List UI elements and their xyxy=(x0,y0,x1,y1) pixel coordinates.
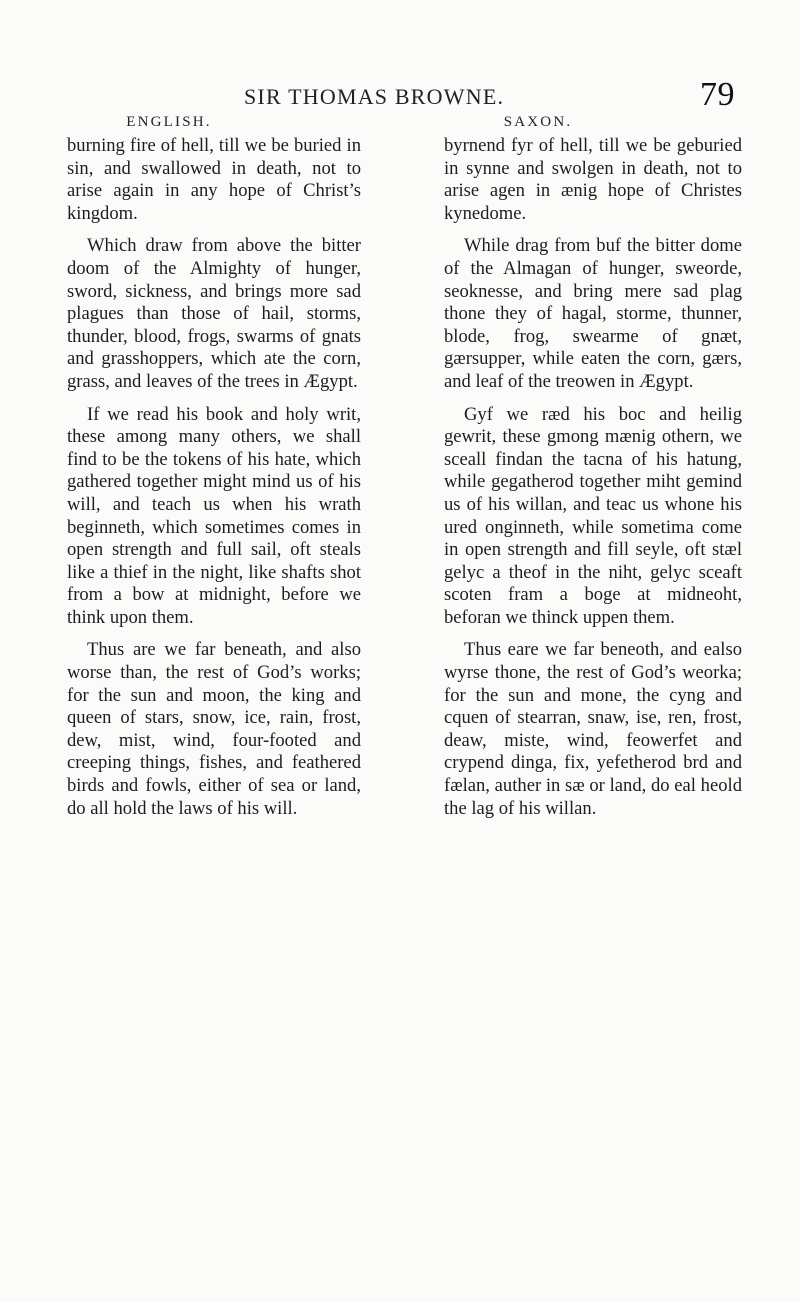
english-heading: ENGLISH. xyxy=(126,114,212,130)
saxon-paragraph-4: Thus eare we far beneoth, and ealso wyrse thone, the rest of God’s weorka; for the sun and mone, the cyng and cquen of stearran, snaw, ise, ren, frost, deaw, miste, wind, feowerfet and crypend dinga, fix, yefetherod brd and fælan, auther in sæ or land, do eal heold the lag of his willan. xyxy=(444,639,742,819)
running-title: SIR THOMAS BROWNE. xyxy=(244,84,505,109)
saxon-paragraph-3: Gyf we ræd his boc and heilig gewrit, these gmong mænig othern, we sceall findan the tacna of his hatung, while gegatherod together miht gemind us of his willan, and teac us whone his ured onginneth, while sometima come in open strength and fill seyle, oft stæl gelyc a theof in the niht, gelyc sceaft scoten fram a boge at midneoht, beforan we thinck uppen them. xyxy=(444,403,742,628)
english-paragraph-3: If we read his book and holy writ, these among many others, we shall find to be the tokens of his hate, which gathered together might mind us of his will, and teach us when his wrath beginneth, which sometimes comes in open strength and full sail, oft steals like a thief in the night, like shafts shot from a bow at midnight, before we think upon them. xyxy=(67,403,361,628)
saxon-paragraph-1: byrnend fyr of hell, till we be geburied in synne and swolgen in death, not to arise agen in ænig hope of Christes kynedome. xyxy=(444,135,742,224)
english-paragraph-1: burning fire of hell, till we be buried in sin, and swallowed in death, not to arise again in any hope of Christ’s kingdom. xyxy=(67,135,361,224)
saxon-heading: SAXON. xyxy=(503,114,573,130)
english-column xyxy=(67,114,361,830)
page-number: 79 xyxy=(700,76,735,113)
english-paragraph-2: Which draw from above the bitter doom of the Almighty of hunger, sword, sickness, and brings more sad plagues than those of hail, storms, thunder, blood, frogs, swarms of gnats and grasshoppers, which ate the corn, grass, and leaves of the trees in Ægypt. xyxy=(67,235,361,392)
english-paragraph-4: Thus are we far beneath, and also worse than, the rest of God’s works; for the sun and moon, the king and queen of stars, snow, ice, rain, frost, dew, mist, wind, four-footed and creeping things, fishes, and feathered birds and fowls, either of sea or land, do all hold the laws of his will. xyxy=(67,639,361,819)
saxon-column xyxy=(444,114,742,830)
saxon-paragraph-2: While drag from buf the bitter dome of the Almagan of hunger, sweorde, seoknesse, and bring mere sad plag thone they of hagal, storme, thunner, blode, frog, swearme of gnæt, gærsupper, while eaten the corn, gærs, and leaf of the treowen in Ægypt. xyxy=(444,235,742,392)
